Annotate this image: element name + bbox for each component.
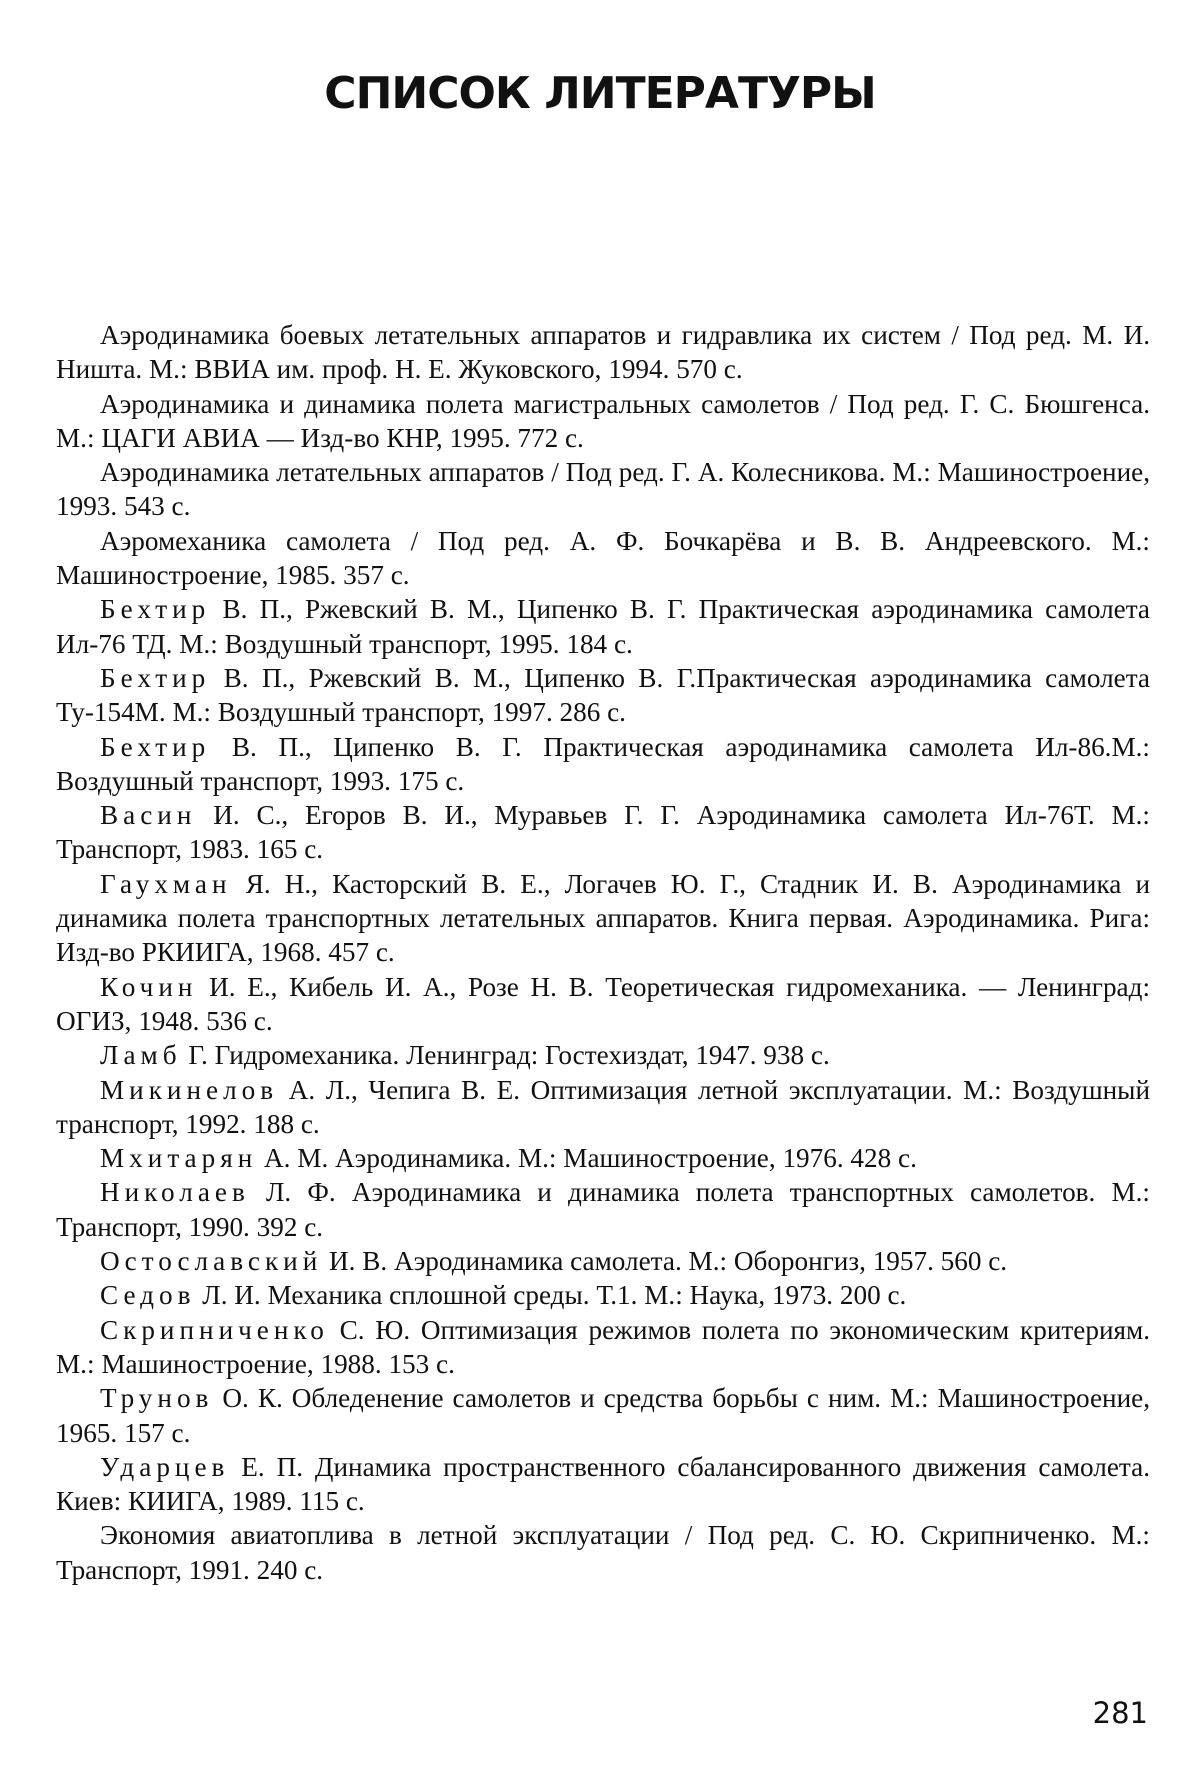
reference-entry [56,1141,1150,1175]
reference-text: Г. Гидромеханика. Ленинград: Гостехиздат, 1947. 938 с. [181,1040,830,1071]
reference-text: Я. Н., Касторский В. Е., Логачев Ю. Г., Стадник И. В. Аэродинамика и динамика полета транспортных летательных аппаратов. Книга первая. Аэродинамика. Рига: Изд-во РКИИГА, 1968. 457 с. [56,868,1150,968]
reference-author: Скрипниченко [100,1314,329,1345]
reference-text: В. П., Ржевский В. М., Ципенко В. Г. Практическая аэродинамика самолета Ил-76 ТД. М.: Воздушный транспорт, 1995. 184 с. [56,594,1150,659]
reference-author: Гаухман [100,868,232,899]
reference-author: Ламб [100,1040,182,1071]
reference-text: С. Ю. Оптимизация режимов полета по экономическим критериям. М.: Машиностроение, 1988. 153 с. [56,1314,1150,1379]
reference-text: Аэродинамика и динамика полета магистральных самолетов / Под ред. Г. С. Бюшгенса. М.: ЦАГИ АВИА — Изд-во КНР, 1995. 772 с. [56,388,1150,453]
reference-entry [56,1175,1150,1244]
reference-entry [56,1038,1150,1072]
reference-text: Экономия авиатоплива в летной эксплуатации / Под ред. С. Ю. Скрипниченко. М.: Транспорт, 1991. 240 с. [56,1520,1150,1585]
reference-text: И. В. Аэродинамика самолета. М.: Оборонгиз, 1957. 560 с. [322,1246,1008,1277]
reference-entry [56,1450,1150,1519]
reference-author: Микинелов [100,1074,279,1105]
page-title: СПИСОК ЛИТЕРАТУРЫ [324,68,876,119]
reference-entry [56,592,1150,661]
reference-entry [56,1381,1150,1450]
reference-entry [56,970,1150,1039]
reference-text: Аэродинамика летательных аппаратов / Под ред. Г. А. Колесникова. М.: Машиностроение, 1993. 543 с. [56,457,1150,522]
reference-text: А. М. Аэродинамика. М.: Машиностроение, 1976. 428 с. [257,1143,917,1174]
reference-text: О. К. Обледенение самолетов и средства борьбы с ним. М.: Машиностроение, 1965. 157 с. [56,1383,1150,1448]
reference-text: Е. П. Динамика пространственного сбалансированного движения самолета. Киев: КИИГА, 1989. 115 с. [56,1451,1150,1517]
reference-text: Аэродинамика боевых летательных аппаратов и гидравлика их систем / Под ред. М. И. Ништа. М.: ВВИА им. проф. Н. Е. Жуковского, 1994. 570 с. [56,320,1150,385]
reference-entry [56,1278,1150,1312]
reference-entry [56,318,1150,387]
reference-text: В. П., Ржевский В. М., Ципенко В. Г.Практическая аэродинамика самолета Ту-154М. М.: Воздушный транспорт, 1997. 286 с. [56,662,1150,728]
reference-text: Л. И. Механика сплошной среды. Т.1. М.: Наука, 1973. 200 с. [195,1280,907,1311]
reference-entry [56,387,1150,456]
reference-entry [56,867,1150,970]
reference-entry [56,1313,1150,1382]
reference-entry [56,798,1150,867]
reference-author: Бехтир [100,731,211,762]
reference-list [56,318,1150,1587]
reference-entry [56,524,1150,593]
reference-text: В. П., Ципенко В. Г. Практическая аэродинамика самолета Ил-86.М.: Воздушный транспорт, 1993. 175 с. [56,731,1150,796]
reference-author: Трунов [100,1383,214,1414]
reference-text: И. Е., Кибель И. А., Розе Н. В. Теоретическая гидромеханика. — Ленинград: ОГИЗ, 1948. 536 с. [56,971,1150,1036]
reference-author: Кочин [100,971,198,1002]
reference-author: Ударцев [100,1451,230,1482]
reference-entry [56,730,1150,799]
reference-entry [56,455,1150,524]
page-number: 281 [1092,1696,1148,1730]
reference-text: Л. Ф. Аэродинамика и динамика полета транспортных самолетов. М.: Транспорт, 1990. 392 с. [56,1177,1150,1242]
reference-entry [56,661,1150,730]
reference-author: Бехтир [100,594,211,625]
reference-entry [56,1244,1150,1278]
reference-author: Мхитарян [100,1143,258,1174]
reference-text: Аэромеханика самолета / Под ред. А. Ф. Бочкарёва и В. В. Андреевского. М.: Машиностроение, 1985. 357 с. [56,525,1150,591]
reference-author: Николаев [100,1177,250,1208]
reference-entry [56,1073,1150,1142]
reference-author: Васин [100,800,197,831]
reference-author: Остославский [100,1246,323,1277]
reference-text: И. С., Егоров В. И., Муравьев Г. Г. Аэродинамика самолета Ил-76Т. М.: Транспорт, 1983. 165 с. [56,800,1150,865]
reference-author: Бехтир [100,662,211,693]
reference-entry [56,1518,1150,1587]
reference-text: А. Л., Чепига В. Е. Оптимизация летной эксплуатации. М.: Воздушный транспорт, 1992. 188 с. [56,1074,1150,1139]
reference-author: Седов [100,1280,196,1311]
